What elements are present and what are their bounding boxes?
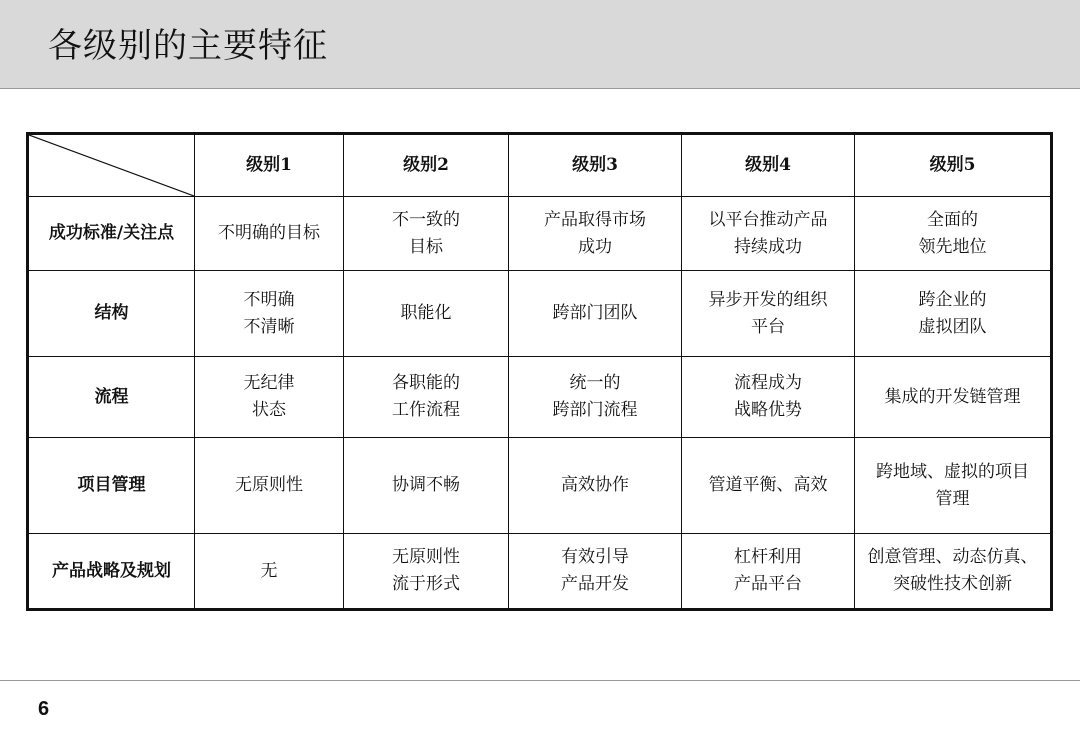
- table-cell: [344, 197, 509, 271]
- cell-text-line: 不明确: [243, 289, 295, 310]
- cell-text-line: 突破性技术创新: [893, 574, 1012, 594]
- corner-cell: [28, 134, 195, 197]
- cell-text-line: 有效引导: [561, 547, 629, 567]
- table-cell: [344, 534, 509, 610]
- table-cell: [855, 438, 1052, 534]
- table-cell: [855, 271, 1052, 357]
- levels-table: [26, 132, 1053, 611]
- table-row: [28, 357, 1052, 438]
- table-row: [28, 271, 1052, 357]
- row-header: 项目管理: [28, 438, 195, 534]
- cell-text-line: 全面的: [927, 209, 978, 230]
- cell-text-line: 产品平台: [734, 574, 802, 594]
- column-header: 级别3: [509, 134, 682, 197]
- row-header: 成功标准/关注点: [28, 197, 195, 271]
- page-number: 6: [38, 698, 50, 720]
- table-cell: [855, 357, 1052, 438]
- column-header: 级别1: [195, 134, 344, 197]
- cell-text-line: 产品开发: [561, 574, 629, 594]
- table-cell: [344, 271, 509, 357]
- cell-text-line: 成功: [578, 236, 612, 257]
- table-cell: [509, 438, 682, 534]
- table-row: [28, 438, 1052, 534]
- cell-text-line: 不一致的: [392, 209, 460, 230]
- cell-text-line: 无: [260, 560, 278, 581]
- table-header-row: [28, 134, 1052, 197]
- cell-text-line: 以平台推动产品: [708, 209, 828, 230]
- cell-text-line: 不明确的目标: [218, 223, 320, 243]
- table-cell: [195, 271, 344, 357]
- row-header: 流程: [28, 357, 195, 438]
- cell-text-line: 管道平衡、高效: [708, 475, 828, 495]
- cell-text-line: 不清晰: [243, 316, 295, 337]
- cell-text-line: 产品取得市场: [544, 209, 646, 230]
- cell-text-line: 领先地位: [918, 236, 987, 257]
- table-cell: [195, 438, 344, 534]
- cell-text-line: 平台: [751, 316, 785, 337]
- row-header: 产品战略及规划: [28, 534, 195, 610]
- cell-text-line: 状态: [252, 400, 286, 420]
- cell-text-line: 流于形式: [392, 574, 460, 594]
- table-cell: [509, 197, 682, 271]
- cell-text-line: 高效协作: [561, 475, 629, 495]
- table-row: [28, 197, 1052, 271]
- column-header: 级别2: [344, 134, 509, 197]
- cell-text-line: 集成的开发链管理: [884, 386, 1021, 407]
- table-cell: [682, 438, 855, 534]
- table-cell: [344, 357, 509, 438]
- cell-text-line: 杠杆利用: [734, 547, 802, 567]
- diagonal-line: [29, 135, 194, 196]
- cell-text-line: 虚拟团队: [918, 316, 987, 337]
- cell-text-line: 协调不畅: [392, 475, 460, 495]
- cell-text-line: 无原则性: [235, 475, 303, 495]
- table-cell: [195, 197, 344, 271]
- cell-text-line: 工作流程: [392, 400, 460, 420]
- page-title: 各级别的主要特征: [48, 26, 328, 66]
- table-cell: [509, 534, 682, 610]
- cell-text-line: 战略优势: [734, 400, 802, 420]
- cell-text-line: 持续成功: [734, 236, 802, 257]
- cell-text-line: 目标: [409, 236, 443, 257]
- table-row: [28, 534, 1052, 610]
- cell-text-line: 流程成为: [734, 373, 802, 393]
- cell-text-line: 各职能的: [392, 373, 460, 393]
- cell-text-line: 统一的: [569, 373, 621, 393]
- cell-text-line: 无原则性: [392, 547, 460, 567]
- table-cell: [855, 534, 1052, 610]
- cell-text-line: 跨部门团队: [552, 303, 638, 323]
- table-cell: [682, 357, 855, 438]
- column-header: 级别5: [855, 134, 1052, 197]
- table-cell: [682, 534, 855, 610]
- cell-text-line: 跨地域、虚拟的项目: [876, 461, 1029, 482]
- table-cell: [682, 271, 855, 357]
- row-header: 结构: [28, 271, 195, 357]
- column-header: 级别4: [682, 134, 855, 197]
- cell-text-line: 异步开发的组织: [708, 289, 828, 310]
- table-cell: [344, 438, 509, 534]
- cell-text-line: 无纪律: [243, 373, 295, 393]
- cell-text-line: 跨企业的: [918, 289, 987, 310]
- table-cell: [855, 197, 1052, 271]
- slide-header: [0, 0, 1080, 89]
- cell-text-line: 职能化: [400, 303, 452, 323]
- table-cell: [509, 271, 682, 357]
- table-cell: [195, 357, 344, 438]
- table-cell: [509, 357, 682, 438]
- cell-text-line: 跨部门流程: [552, 400, 638, 420]
- cell-text-line: 创意管理、动态仿真、: [867, 547, 1038, 567]
- cell-text-line: 管理: [935, 488, 970, 509]
- footer-divider: [0, 680, 1080, 681]
- table-cell: [195, 534, 344, 610]
- table-cell: [682, 197, 855, 271]
